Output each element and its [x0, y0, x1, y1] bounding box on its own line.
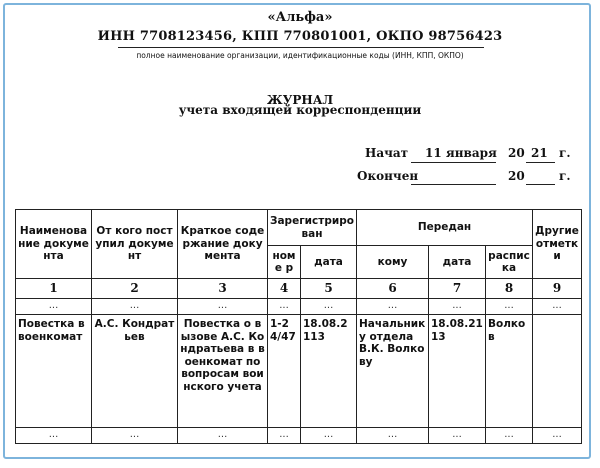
cell-reg-number: 1-24/47	[268, 315, 301, 428]
cell-summary: Повестка о вызове А.С. Кондратьева в военкомат по вопросам воинского учета	[178, 315, 268, 428]
correspondence-journal-table	[15, 209, 582, 444]
ellipsis-cell: ...	[301, 299, 357, 315]
ellipsis-cell: ...	[429, 299, 486, 315]
header-reg-number: номе р	[268, 246, 301, 279]
ellipsis-cell: ...	[268, 299, 301, 315]
cell-reg-date: 18.08.2113	[301, 315, 357, 428]
column-number: 7	[429, 279, 486, 299]
ellipsis-cell: ...	[16, 299, 92, 315]
started-year-underline	[526, 162, 555, 163]
header-reg-date: дата	[301, 246, 357, 279]
started-day-underline	[411, 162, 496, 163]
table-row	[16, 315, 582, 428]
ellipsis-cell: ...	[16, 428, 92, 444]
ellipsis-cell: ...	[533, 428, 582, 444]
column-number: 6	[357, 279, 429, 299]
started-year-suffix: г.	[559, 146, 571, 160]
organization-name: «Альфа»	[267, 10, 333, 25]
ellipsis-cell: ...	[178, 428, 268, 444]
ellipsis-cell: ...	[486, 299, 533, 315]
column-number: 5	[301, 279, 357, 299]
ended-century: 20	[508, 169, 525, 183]
organization-caption: полное наименование организации, идентификационные коды (ИНН, КПП, ОКПО)	[136, 51, 464, 60]
started-year: 21	[531, 146, 548, 160]
cell-from-whom: А.С. Кондратьев	[92, 315, 178, 428]
ellipsis-cell: ...	[533, 299, 582, 315]
ellipsis-cell: ...	[92, 299, 178, 315]
header-doc-name: Наименова ние документа	[16, 210, 92, 279]
ellipsis-cell: ...	[301, 428, 357, 444]
header-to-whom: кому	[357, 246, 429, 279]
ellipsis-cell: ...	[357, 428, 429, 444]
column-number: 4	[268, 279, 301, 299]
ellipsis-cell: ...	[178, 299, 268, 315]
ended-year-underline	[526, 184, 555, 185]
organization-codes: ИНН 7708123456, КПП 770801001, ОКПО 98756423	[97, 29, 503, 44]
column-number: 3	[178, 279, 268, 299]
header-transferred: Передан	[357, 210, 533, 246]
header-signature: расписка	[486, 246, 533, 279]
started-day: 11 января	[425, 146, 497, 160]
column-number: 1	[16, 279, 92, 299]
ellipsis-cell: ...	[268, 428, 301, 444]
cell-doc-name: Повестка в военкомат	[16, 315, 92, 428]
ended-label: Окончен	[357, 169, 419, 183]
journal-subtitle: учета входящей корреспонденции	[178, 103, 422, 117]
cell-trans-date: 18.08.2113	[429, 315, 486, 428]
cell-to-whom: Начальник у отдела В.К. Волкову	[357, 315, 429, 428]
ellipsis-cell: ...	[357, 299, 429, 315]
header-registered: Зарегистрирован	[268, 210, 357, 246]
journal-title: ЖУРНАЛ	[266, 93, 334, 107]
ellipsis-cell: ...	[429, 428, 486, 444]
header-from-whom: От кого поступил документ	[92, 210, 178, 279]
ended-year-suffix: г.	[559, 169, 571, 183]
ellipsis-cell: ...	[486, 428, 533, 444]
column-number: 8	[486, 279, 533, 299]
ended-day-underline	[411, 184, 496, 185]
started-label: Начат	[365, 146, 409, 160]
cell-signature: Волков	[486, 315, 533, 428]
cell-other-marks	[533, 315, 582, 428]
header-other-marks: Другие отметки	[533, 210, 582, 279]
column-number: 9	[533, 279, 582, 299]
started-century: 20	[508, 146, 525, 160]
header-summary: Краткое содержание документа	[178, 210, 268, 279]
header-trans-date: дата	[429, 246, 486, 279]
ellipsis-cell: ...	[92, 428, 178, 444]
organization-underline	[118, 47, 484, 48]
column-number: 2	[92, 279, 178, 299]
